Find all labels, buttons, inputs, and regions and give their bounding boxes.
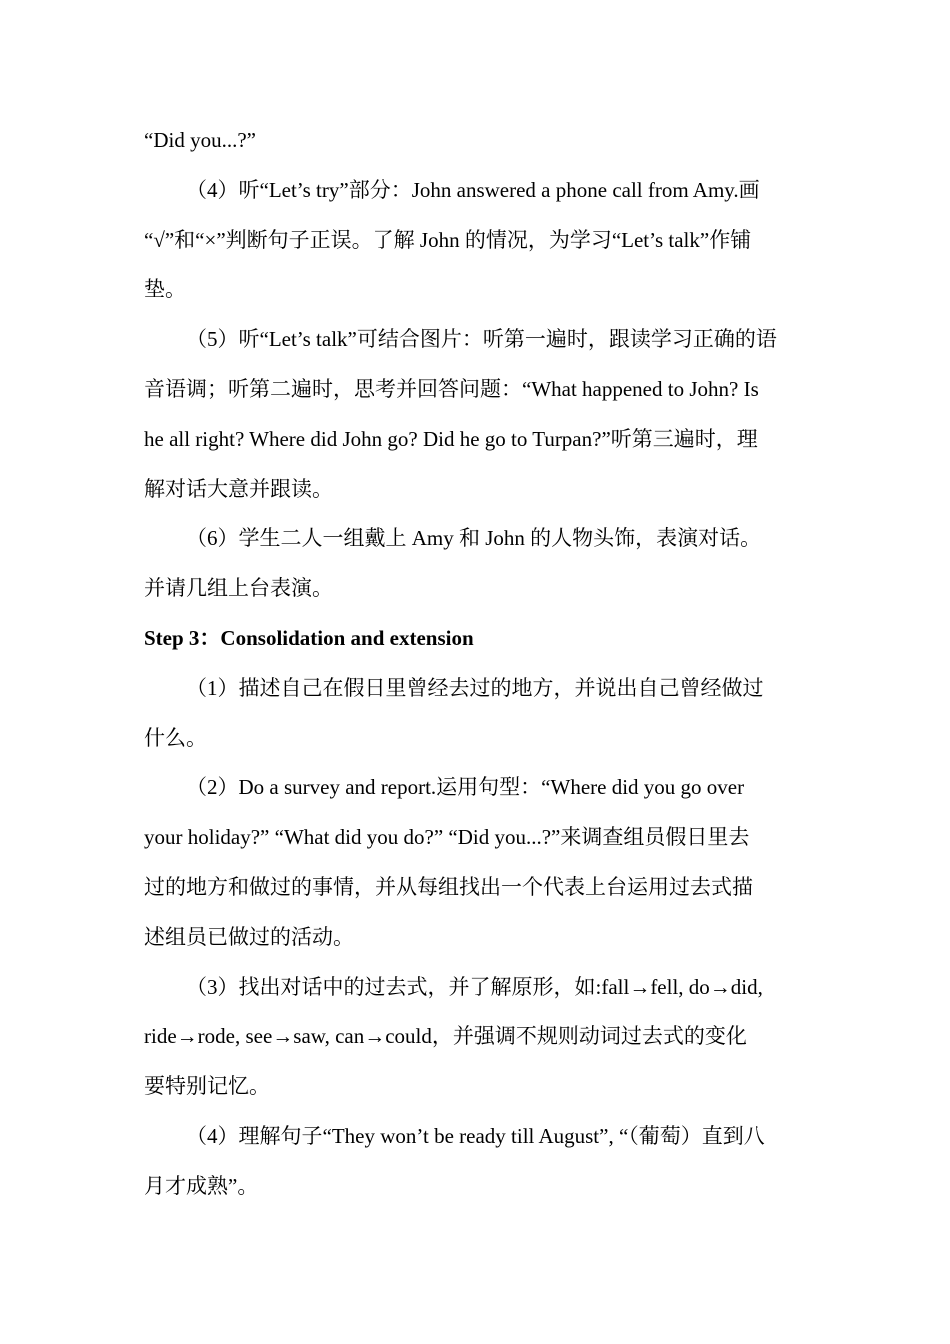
text-line: 音语调；听第二遍时，思考并回答问题：“What happened to John? Is xyxy=(144,376,759,401)
text-line: 要特别记忆。 xyxy=(144,1074,270,1099)
list-item-2-survey: （2）Do a survey and report.运用句型：“Where did you go over xyxy=(186,775,745,800)
list-item-5-talk: （5）听“Let’s talk”可结合图片：听第一遍时，跟读学习正确的语 xyxy=(186,327,777,352)
text-line: 述组员已做过的活动。 xyxy=(144,924,354,949)
text-line: “Did you...?” xyxy=(144,128,256,152)
text-line: your holiday?” “What did you do?” “Did you...?”来调查组员假日里去 xyxy=(144,825,750,850)
section-heading-step-3: Step 3：Consolidation and extension xyxy=(144,625,474,650)
text-line: “√”和“×”判断句子正误。了解 John 的情况，为学习“Let’s talk”作铺 xyxy=(144,227,752,252)
text-line: 什么。 xyxy=(144,725,207,750)
text-line: ride→rode, see→saw, can→could，并强调不规则动词过去式的变化 xyxy=(144,1024,747,1049)
list-item-3-past-tense: （3）找出对话中的过去式，并了解原形，如:fall→fell, do→did, xyxy=(186,974,763,999)
text-line: 解对话大意并跟读。 xyxy=(144,476,333,501)
text-line: 过的地方和做过的事情，并从每组找出一个代表上台运用过去式描 xyxy=(144,874,753,899)
document-page xyxy=(144,116,810,1212)
text-line: 垫。 xyxy=(144,277,186,302)
list-item-1-describe: （1）描述自己在假日里曾经去过的地方，并说出自己曾经做过 xyxy=(186,675,764,700)
list-item-4-understand: （4）理解句子“They won’t be ready till August”, “（葡萄）直到八 xyxy=(186,1123,765,1148)
text-line: he all right? Where did John go? Did he go to Turpan?”听第三遍时，理 xyxy=(144,426,758,451)
text-line: 月才成熟”。 xyxy=(144,1173,259,1198)
list-item-4-try: （4）听“Let’s try”部分：John answered a phone call from Amy.画 xyxy=(186,177,760,202)
list-item-6-roleplay: （6）学生二人一组戴上 Amy 和 John 的人物头饰，表演对话。 xyxy=(186,526,762,551)
text-line: 并请几组上台表演。 xyxy=(144,576,333,601)
